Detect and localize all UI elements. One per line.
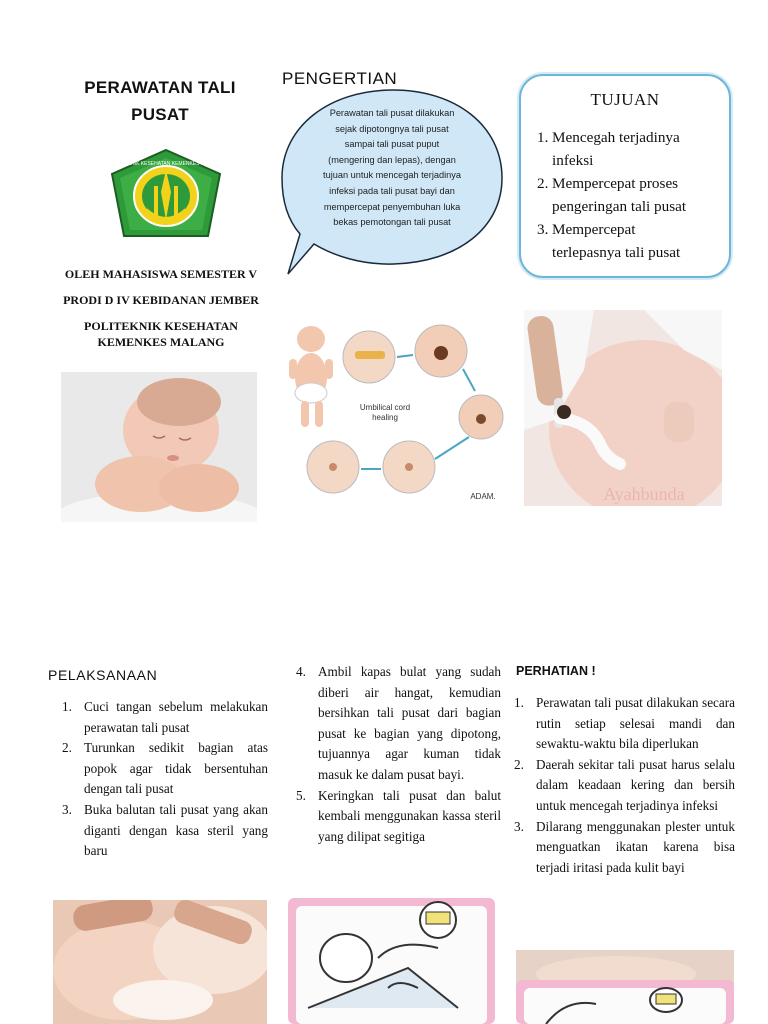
leaflet-title: [60, 74, 260, 128]
list-item: [62, 697, 268, 738]
logo-ring-text: POLITEKNIK KESEHATAN KEMENKES MALANG: [109, 161, 223, 167]
list-number: 1.: [537, 129, 549, 146]
poltekkes-logo-icon: [108, 148, 224, 240]
pengertian-title: PENGERTIAN: [282, 69, 398, 88]
list-text: Mencegah terjadinya: [552, 129, 680, 146]
baby-cord-care-illustration: [288, 898, 495, 1024]
list-text: Dilarang menggunakan plester untuk menguatkan ikatan karena bisa terjadi iritasi pada kulit bayi: [536, 818, 735, 875]
list-text: Keringkan tali pusat dan balut kembali menggunakan kassa steril yang dilipat segitiga: [318, 787, 501, 844]
list-number: 5.: [296, 787, 306, 803]
tujuan-list: [537, 126, 727, 264]
list-number: 2.: [514, 756, 524, 772]
pengertian-line: tujuan untuk mencegah terjadinya: [323, 170, 461, 181]
title-line-1: PERAWATAN TALI: [84, 78, 236, 97]
pengertian-line: sampai tali pusat puput: [344, 139, 440, 150]
list-item: [514, 755, 735, 817]
list-number: 3.: [514, 818, 524, 834]
photo-watermark: Ayahbunda: [603, 484, 685, 504]
list-item: [62, 800, 268, 862]
list-item: [514, 817, 735, 879]
perhatian-title: PERHATIAN !: [516, 664, 596, 678]
list-item: [537, 126, 727, 172]
umbilical-cord-healing-illustration: [285, 317, 507, 507]
list-text: Perawatan tali pusat dilakukan secara rutin setiap selesai mandi dan sewaktu-waktu bila diperlukan: [536, 695, 735, 752]
pengertian-line: mempercepat penyembuhan luka: [323, 201, 461, 212]
tujuan-title: TUJUAN: [590, 90, 660, 109]
list-text: Cuci tangan sebelum melakukan perawatan tali pusat: [84, 699, 268, 735]
list-text: Daerah sekitar tali pusat harus selalu dalam keadaan kering dan bersih untuk mencegah terjadinya infeksi: [536, 756, 735, 813]
pelaksanaan-list: [62, 697, 268, 862]
list-number: 3.: [537, 221, 549, 238]
list-text: Ambil kapas bulat yang sudah diberi air hangat, kemudian bersihkan tali pusat dari bagian pusat ke bagian yang dipotong, tujuannya agar kuman tidak masuk ke dalam pusat bayi.: [318, 664, 501, 782]
list-text: pengeringan tali pusat: [552, 198, 687, 215]
list-item: [537, 218, 727, 264]
pelaksanaan-list-continued: [296, 662, 501, 847]
pengertian-line: Perawatan tali pusat dilakukan: [329, 108, 455, 118]
list-text: Mempercepat: [552, 221, 636, 238]
cord-care-illustration-2: [516, 950, 734, 1024]
list-text: Buka balutan tali pusat yang akan diganti dengan kasa steril yang baru: [84, 801, 268, 859]
author-line-3: POLITEKNIK KESEHATAN: [84, 319, 238, 333]
list-text: terlepasnya tali pusat: [552, 244, 681, 261]
list-text: Turunkan sedikit bagian atas popok agar tidak bersentuhan dengan tali pusat: [84, 740, 268, 797]
author-line-1: OLEH MAHASISWA SEMESTER V: [64, 267, 258, 281]
list-item: [514, 693, 735, 755]
pengertian-line: sejak dipotongnya tali pusat: [335, 123, 449, 134]
author-line-2: PRODI D IV KEBIDANAN JEMBER: [63, 293, 259, 307]
pengertian-line: bekas pemotongan tali pusat: [333, 217, 451, 228]
list-number: 4.: [296, 664, 306, 679]
pengertian-text: [312, 106, 472, 231]
list-text: Mempercepat proses: [552, 175, 679, 192]
list-number: 3.: [62, 801, 72, 817]
title-line-2: PUSAT: [131, 105, 189, 124]
list-text: infeksi: [552, 152, 594, 169]
pelaksanaan-title: PELAKSANAAN: [48, 667, 158, 683]
cord-clamp-photo: [524, 310, 722, 506]
list-item: [296, 662, 501, 786]
pengertian-line: infeksi pada tali pusat bayi dan: [329, 185, 455, 196]
list-number: 2.: [62, 740, 72, 756]
list-item: [62, 738, 268, 800]
list-item: [296, 786, 501, 848]
cord-label-line-1: Umbilical cord: [359, 403, 411, 412]
list-number: 2.: [537, 175, 549, 192]
list-number: 1.: [514, 695, 524, 710]
author-line-4: KEMENKES MALANG: [97, 335, 225, 349]
hand-washing-photo: [53, 900, 267, 1024]
list-item: [537, 172, 727, 218]
cord-credit: ADAM.: [470, 492, 496, 501]
cord-label-line-2: healing: [372, 413, 398, 422]
pengertian-line: (mengering dan lepas), dengan: [328, 154, 456, 165]
list-number: 1.: [62, 699, 72, 714]
sleeping-baby-photo: [61, 372, 257, 522]
perhatian-list: [514, 693, 735, 878]
